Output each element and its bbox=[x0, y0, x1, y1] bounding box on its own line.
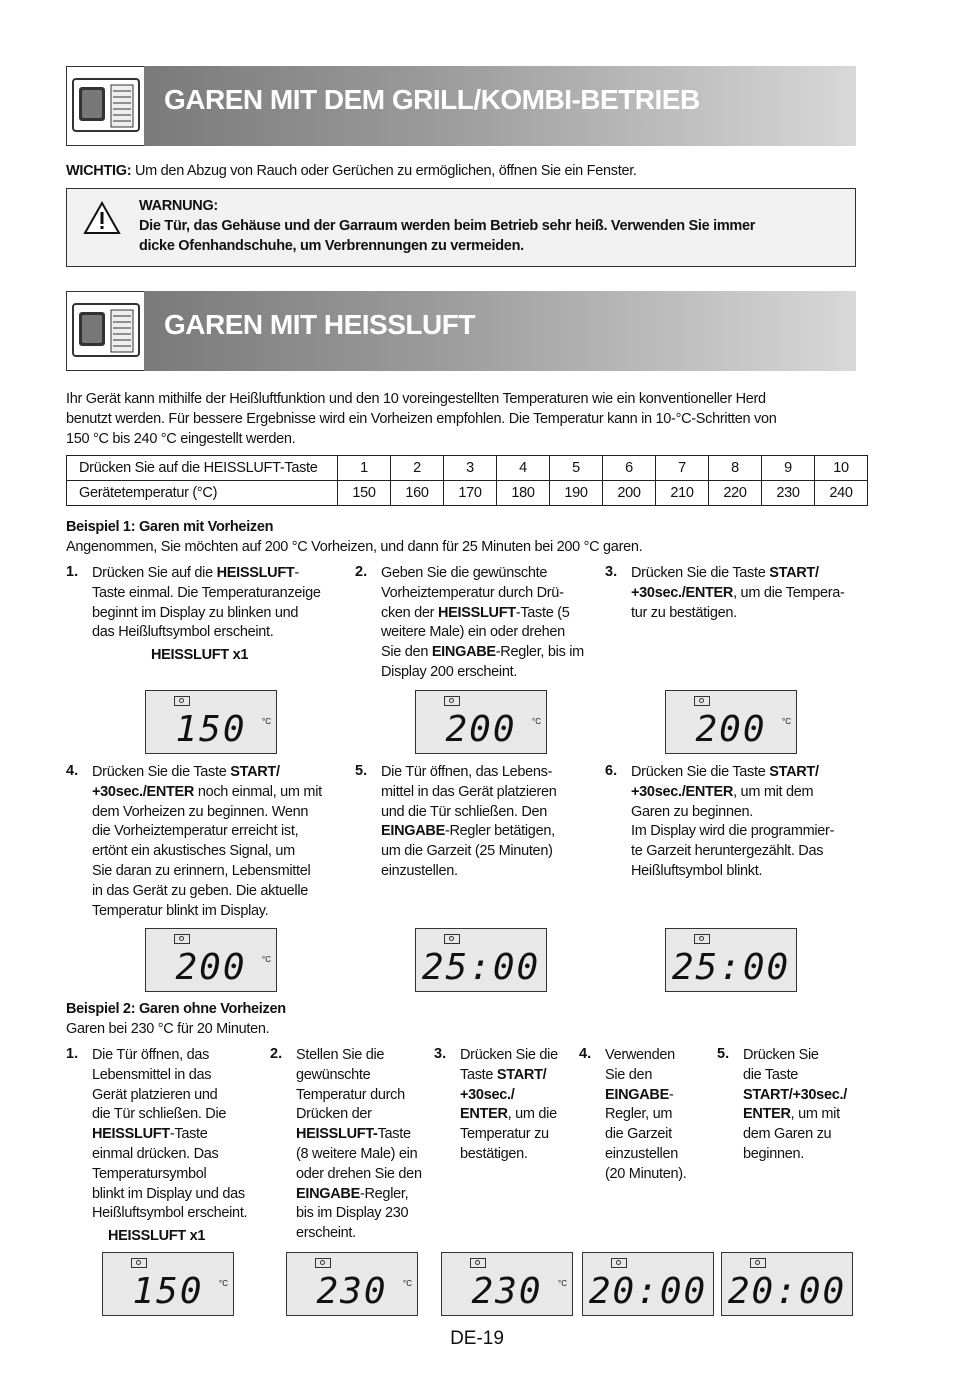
lcd-display: 200 °C bbox=[415, 690, 547, 754]
press-label: HEISSLUFT x1 bbox=[108, 1228, 206, 1245]
section-header-heissluft bbox=[66, 291, 856, 371]
page-number: DE-19 bbox=[450, 1328, 504, 1349]
convection-icon bbox=[470, 1258, 486, 1268]
convection-icon bbox=[444, 934, 460, 944]
ex2-step3: Drücken Sie die Taste START/ +30sec./ ENTER, um die Temperatur zu bestätigen. bbox=[460, 1047, 558, 1162]
convection-icon bbox=[174, 696, 190, 706]
section-header-grill bbox=[66, 66, 856, 146]
example1-heading: Beispiel 1: Garen mit Vorheizen Angenommen, Sie möchten auf 200 °C Vorheizen, und dann für 25 Minuten bei 200 °C garen. bbox=[66, 519, 643, 555]
important-note: WICHTIG: Um den Abzug von Rauch oder Gerüchen zu ermöglichen, öffnen Sie ein Fenster. bbox=[66, 163, 637, 179]
lcd-display: 150 °C bbox=[102, 1252, 234, 1316]
lcd-display: 20:00 bbox=[582, 1252, 714, 1316]
warning-line: dicke Ofenhandschuhe, um Verbrennungen zu vermeiden. bbox=[139, 237, 524, 254]
convection-icon bbox=[174, 934, 190, 944]
ex2-step4: Verwenden Sie den EINGABE- Regler, um die Garzeit einzustellen (20 Minuten). bbox=[605, 1047, 687, 1182]
section-title: GAREN MIT HEISSLUFT bbox=[164, 309, 475, 340]
warning-line: Die Tür, das Gehäuse und der Garraum werden beim Betrieb sehr heiß. Verwenden Sie immer bbox=[139, 217, 756, 234]
convection-icon bbox=[694, 696, 710, 706]
convection-icon bbox=[750, 1258, 766, 1268]
ex2-step1: Die Tür öffnen, das Lebensmittel in das Gerät platzieren und die Tür schließen. Die HEISSLUFT-Taste einmal drücken. Das Temperatursymbol blinkt im Display und das Heißluftsymbol erscheint. HEISSLUFT x1 bbox=[92, 1046, 247, 1247]
ex1-step1: Drücken Sie auf die HEISSLUFT- Taste einmal. Die Temperaturanzeige beginnt im Display zu blinken und das Heißluftsymbol erscheint. HEISSLUFT x1 bbox=[92, 564, 321, 666]
warning-icon bbox=[83, 201, 121, 235]
warning-box bbox=[66, 188, 856, 267]
lcd-display: 230 °C bbox=[441, 1252, 573, 1316]
ex1-step3: Drücken Sie die Taste START/ +30sec./ENTER, um die Tempera- tur zu bestätigen. bbox=[631, 565, 845, 621]
page-title: GAREN MIT DEM GRILL/KOMBI-BETRIEB bbox=[164, 84, 700, 115]
warning-label: WARNUNG: bbox=[139, 198, 218, 214]
ex2-step2: Stellen Sie die gewünschte Temperatur durch Drücken der HEISSLUFT-Taste (8 weitere Male) ein oder drehen Sie den EINGABE-Regler, bis im Display 230 erscheint. bbox=[296, 1047, 422, 1242]
lcd-display: 230 °C bbox=[286, 1252, 418, 1316]
press-label: HEISSLUFT x1 bbox=[151, 647, 249, 664]
lcd-display: 25:00 bbox=[665, 928, 797, 992]
ex1-step6: Drücken Sie die Taste START/ +30sec./ENTER, um mit dem Garen zu beginnen. Im Display wird die programmier- te Garzeit heruntergezählt. Das Heißluftsymbol blinkt. bbox=[631, 764, 835, 879]
table-row: Gerätetemperatur (°C) 150 160 170 180 190 200 210 220 230 240 bbox=[67, 481, 868, 506]
table-row: Drücken Sie auf die HEISSLUFT-Taste 1 2 3 4 5 6 7 8 9 10 bbox=[67, 456, 868, 481]
lcd-display: 150 °C bbox=[145, 690, 277, 754]
convection-icon bbox=[315, 1258, 331, 1268]
ex1-step5: Die Tür öffnen, das Lebens- mittel in das Gerät platzieren und die Tür schließen. Den EINGABE-Regler betätigen, um die Garzeit (25 Minuten) einzustellen. bbox=[381, 764, 557, 879]
convection-icon bbox=[694, 934, 710, 944]
ex2-step5: Drücken Sie die Taste START/+30sec./ ENTER, um mit dem Garen zu beginnen. bbox=[743, 1047, 847, 1162]
convection-icon bbox=[611, 1258, 627, 1268]
microwave-icon bbox=[66, 291, 146, 371]
lcd-display: 20:00 bbox=[721, 1252, 853, 1316]
example2-heading: Beispiel 2: Garen ohne Vorheizen Garen bei 230 °C für 20 Minuten. bbox=[66, 1001, 286, 1037]
lcd-display: 25:00 bbox=[415, 928, 547, 992]
lcd-display: 200 °C bbox=[145, 928, 277, 992]
intro-paragraph: Ihr Gerät kann mithilfe der Heißluftfunktion und den 10 voreingestellten Temperaturen wie ein konventioneller Herd benutzt werden. Für bessere Ergebnisse wird ein Vorheizen empfohlen. Die Temperatur kann in 10-°C-Schritten von 150 °C bis 240 °C eingestellt werden. bbox=[66, 391, 777, 447]
convection-icon bbox=[131, 1258, 147, 1268]
convection-icon bbox=[444, 696, 460, 706]
ex1-step2: Geben Sie die gewünschte Vorheiztemperatur durch Drü- cken der HEISSLUFT-Taste (5 weitere Male) ein oder drehen Sie den EINGABE-Regler, bis im Display 200 erscheint. bbox=[381, 565, 584, 680]
ex1-step4: Drücken Sie die Taste START/ +30sec./ENTER noch einmal, um mit dem Vorheizen zu beginnen. Wenn die Vorheiztemperatur erreicht ist, ertönt ein akustisches Signal, um Sie daran zu erinnern, Lebensmittel in das Gerät zu geben. Die aktuelle Temperatur blinkt im Display. bbox=[92, 764, 322, 919]
lcd-display: 200 °C bbox=[665, 690, 797, 754]
temperature-table bbox=[66, 455, 868, 506]
microwave-icon bbox=[66, 66, 146, 146]
